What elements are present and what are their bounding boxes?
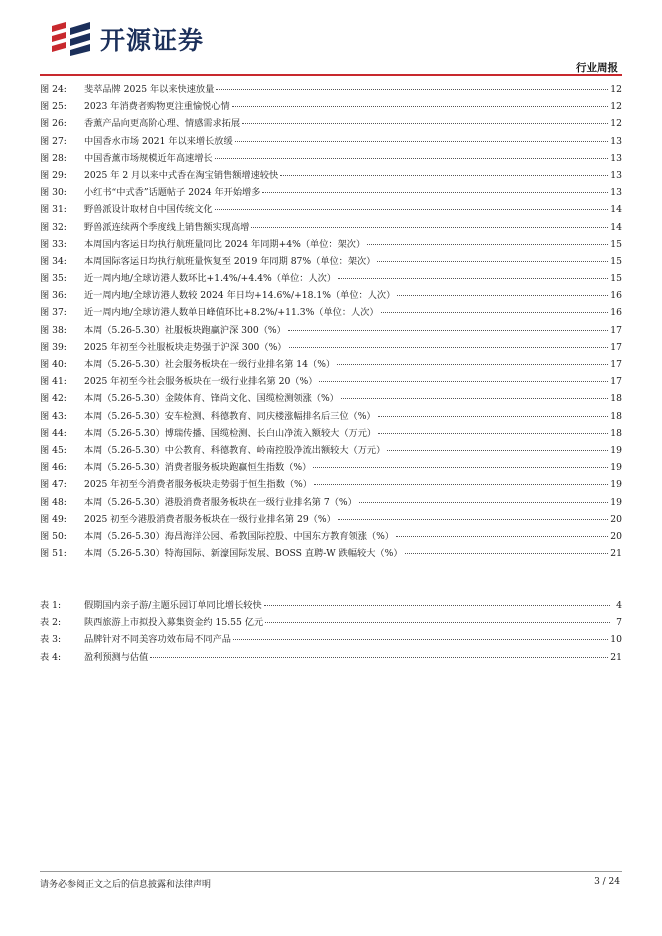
table-toc-entry-page-number: 21 [610,651,622,663]
figure-toc-entry[interactable] [40,425,622,442]
dot-leader [262,192,608,193]
logo-text: 开源证券 [100,26,205,55]
dot-leader [381,312,609,313]
figure-toc-entry-title: 斐萃品牌 2025 年以来快速放量 [84,84,215,95]
figure-toc-entry-number: 图 31: [40,204,67,216]
dot-leader [338,519,609,520]
figure-toc-entry-title: 2025 年初至今社会服务板块在一级行业排名第 20（%） [84,376,318,388]
figure-toc-entry-number: 图 35: [40,273,67,285]
figure-toc-entry-number: 图 47: [40,479,67,491]
dot-leader [216,89,608,90]
figure-toc-entry-title: 中国香薰市场规模近年高速增长 [84,152,213,164]
figure-toc-entry-title: 2025 年初至今消费者服务板块走势弱于恒生指数（%） [84,479,312,491]
figure-toc-entry-page-number: 14 [610,204,622,216]
figure-toc-entry-title: 中国香水市场 2021 年以来增长放缓 [84,135,233,147]
dot-leader [377,261,608,262]
page-indicator: 3 / 24 [594,877,620,887]
figure-toc-entry-number: 图 49: [40,513,67,525]
figure-toc-entry-title: 本周（5.26-5.30）消费者服务板块跑赢恒生指数（%） [84,462,312,474]
figure-toc-entry-title: 本周（5.26-5.30）中公教育、科德教育、岭南控股净流出额较大（万元） [84,444,386,456]
figure-toc-entry[interactable] [40,476,622,493]
dot-leader [359,502,608,503]
figure-toc-entry-title: 本周（5.26-5.30）社会服务板块在一级行业排名第 14（%） [84,359,336,370]
dot-leader [233,639,608,640]
figure-toc-entry[interactable] [40,408,622,425]
figure-toc-entry-number: 图 27: [40,135,67,147]
dot-leader [242,123,608,124]
figure-toc-entry[interactable] [40,459,622,476]
figure-toc-entry-number: 图 34: [40,255,67,267]
table-toc-entry-page-number: 10 [610,634,622,646]
figure-toc-entry-title: 野兽派连续两个季度线上销售额实现高增 [84,221,250,233]
figure-toc-entry[interactable] [40,150,622,167]
figure-toc-entry-page-number: 16 [610,290,622,302]
dot-leader [341,398,608,399]
table-toc-entry-page-number: 4 [616,600,622,611]
figure-toc-entry-number: 图 32: [40,221,67,233]
table-toc-entry[interactable] [40,614,622,631]
figure-toc-entry-page-number: 14 [610,221,622,233]
figure-toc-entry-title: 本周（5.26-5.30）金陵体育、锋尚文化、国缆检测领涨（%） [84,393,339,405]
figure-toc-entry-page-number: 12 [610,84,622,95]
figure-toc-entry-page-number: 13 [610,169,622,181]
dot-leader [367,244,608,245]
figure-toc-entry-number: 图 39: [40,341,67,353]
figure-toc-entry-title: 本周国内客运日均执行航班量同比 2024 年同期+4%（单位：架次） [84,238,366,250]
table-toc-entry-title: 盈利预测与估值 [84,651,149,663]
table-toc-entry[interactable] [40,597,622,614]
figure-toc-entry-number: 图 48: [40,496,67,508]
table-toc-entry[interactable] [40,649,622,666]
figure-toc-entry[interactable] [40,339,622,356]
figure-toc-entry[interactable] [40,373,622,390]
dot-leader [378,433,608,434]
figure-toc-entry[interactable] [40,545,622,562]
figure-toc-entry-number: 图 45: [40,444,67,456]
dot-leader [150,657,608,658]
dot-leader [264,605,610,606]
dot-leader [280,175,608,176]
figure-toc-entry-title: 香薰产品向更高阶心理、情感需求拓展 [84,118,241,130]
figure-toc-entry-title: 本周（5.26-5.30）博瑞传播、国缆检测、长白山净流入额较大（万元） [84,427,377,439]
figure-toc-entry-page-number: 21 [610,548,622,560]
figure-toc-entry[interactable] [40,253,622,270]
table-toc-entry-title: 陕西旅游上市拟投入募集资金约 15.55 亿元 [84,617,264,629]
figure-toc-entry-number: 图 25: [40,101,67,113]
figure-toc-entry-page-number: 18 [610,410,622,422]
figure-toc-entry[interactable] [40,98,622,115]
header-divider [40,74,622,76]
dot-leader [215,209,609,210]
dot-leader [232,106,609,107]
dot-leader [337,364,608,365]
figure-toc-entry-page-number: 20 [610,513,622,525]
dot-leader [387,450,608,451]
figure-toc-entry-number: 图 50: [40,530,67,542]
company-logo [50,22,204,56]
figure-toc-entry-number: 图 51: [40,548,67,560]
figure-toc-entry-page-number: 20 [610,530,622,542]
dot-leader [338,278,608,279]
figure-toc-entry-title: 2025 年 2 月以来中式香在淘宝销售额增速较快 [84,169,279,181]
figure-toc-entry[interactable] [40,494,622,511]
figure-toc-entry-number: 图 29: [40,169,67,181]
figure-toc-entry[interactable] [40,201,622,218]
table-list [40,597,622,666]
figure-toc-entry[interactable] [40,511,622,528]
figure-toc-entry-title: 本周（5.26-5.30）社服板块跑赢沪深 300（%） [84,324,286,336]
figure-toc-entry-page-number: 17 [610,341,622,353]
figure-toc-entry-title: 小红书“中式香”话题帖子 2024 年开始增多 [84,187,261,199]
figure-toc-entry[interactable] [40,115,622,132]
table-toc-entry-page-number: 7 [616,617,622,629]
figure-toc-entry-title: 2023 年消费者购物更注重愉悦心情 [84,101,230,113]
figure-toc-entry[interactable] [40,442,622,459]
dot-leader [319,381,608,382]
figure-toc-entry-page-number: 16 [610,307,622,319]
figure-toc-entry-page-number: 17 [610,324,622,336]
table-toc-entry-number: 表 4: [40,651,62,663]
dot-leader [313,467,608,468]
figure-toc-entry-page-number: 19 [610,444,622,456]
figure-toc-entry-title: 本周（5.26-5.30）港股消费者服务板块在一级行业排名第 7（%） [84,496,357,508]
figure-toc-entry-page-number: 17 [610,376,622,388]
dot-leader [397,295,608,296]
figure-toc-entry-page-number: 18 [610,427,622,439]
figure-toc-entry-title: 2025 初至今港股消费者服务板块在一级行业排名第 29（%） [84,513,336,525]
figure-toc-entry-number: 图 41: [40,376,67,388]
figure-toc-entry-page-number: 19 [610,496,622,508]
figure-toc-entry-number: 图 37: [40,307,67,319]
footer-divider [40,871,622,872]
figure-toc-entry-title: 2025 年初至今社服板块走势强于沪深 300（%） [84,341,287,353]
figure-toc-entry-number: 图 30: [40,187,67,199]
figure-toc-entry-page-number: 19 [610,479,622,491]
figure-toc-entry[interactable] [40,270,622,287]
dot-leader [396,536,608,537]
figure-toc-entry-title: 近一周内地/全球访港人数环比+1.4%/+4.4%（单位：人次） [84,273,337,285]
table-toc-entry-number: 表 3: [40,634,62,646]
figure-toc-entry-number: 图 40: [40,359,67,370]
figure-toc-entry-page-number: 13 [610,152,622,164]
figure-toc-entry-page-number: 18 [610,393,622,405]
figure-toc-entry-title: 野兽派设计取材自中国传统文化 [84,204,213,216]
figure-toc-entry-number: 图 28: [40,152,67,164]
figure-toc-entry-page-number: 19 [610,462,622,474]
figure-toc-entry-title: 本周（5.26-5.30）海昌海洋公园、希教国际控股、中国东方教育领涨（%） [84,530,394,542]
dot-leader [215,158,609,159]
figure-toc-entry-page-number: 13 [610,187,622,199]
figure-toc-entry-number: 图 46: [40,462,67,474]
figure-toc-entry-page-number: 12 [610,118,622,130]
figure-toc-entry[interactable] [40,236,622,253]
figure-toc-entry-number: 图 24: [40,84,67,95]
table-toc-entry-title: 假期国内亲子游/主题乐园订单同比增长较快 [84,600,262,611]
figure-toc-entry[interactable] [40,219,622,236]
footer-disclaimer: 请务必参阅正文之后的信息披露和法律声明 [40,880,212,890]
figure-toc-entry-number: 图 26: [40,118,67,130]
report-type-label: 行业周报 [576,62,618,74]
dot-leader [289,347,609,348]
figure-toc-entry-number: 图 42: [40,393,67,405]
figure-toc-entry[interactable] [40,81,622,98]
figure-toc-entry-title: 近一周内地/全球访港人数单日峰值环比+8.2%/+11.3%（单位：人次） [84,307,379,319]
figure-toc-entry[interactable] [40,167,622,184]
dot-leader [378,416,609,417]
figure-toc-entry[interactable] [40,184,622,201]
table-toc-entry-title: 品牌针对不同美容功效布局不同产品 [84,634,231,646]
table-toc-entry-number: 表 2: [40,617,62,629]
figure-toc-entry-number: 图 36: [40,290,67,302]
dot-leader [288,330,608,331]
dot-leader [314,484,608,485]
figure-toc-entry[interactable] [40,322,622,339]
figure-toc-entry-title: 本周（5.26-5.30）特海国际、新濠国际发展、BOSS 直聘-W 跌幅较大（%） [84,548,403,560]
figure-toc-entry[interactable] [40,133,622,150]
dot-leader [405,553,609,554]
figure-toc-entry-page-number: 15 [610,255,622,267]
figure-toc-entry[interactable] [40,304,622,321]
figure-toc-entry-page-number: 17 [610,359,622,370]
figure-toc-entry-page-number: 13 [610,135,622,147]
table-toc-entry-number: 表 1: [40,600,62,611]
figure-toc-entry[interactable] [40,528,622,545]
figure-toc-entry[interactable] [40,287,622,304]
logo-mark-icon [50,22,92,56]
figure-toc-entry-number: 图 38: [40,324,67,336]
figure-toc-entry-page-number: 12 [610,101,622,113]
dot-leader [265,622,610,623]
figure-toc-entry-number: 图 44: [40,427,67,439]
figure-toc-entry-page-number: 15 [610,238,622,250]
figure-toc-entry-number: 图 33: [40,238,67,250]
figure-list [40,81,622,562]
dot-leader [251,227,608,228]
figure-toc-entry-title: 本周（5.26-5.30）安车检测、科德教育、同庆楼涨幅排名后三位（%） [84,410,376,422]
figure-toc-entry-number: 图 43: [40,410,67,422]
dot-leader [235,141,609,142]
figure-toc-entry[interactable] [40,356,622,373]
figure-toc-entry[interactable] [40,390,622,407]
figure-toc-entry-title: 近一周内地/全球访港人数较 2024 年日均+14.6%/+18.1%（单位：人次） [84,290,396,302]
figure-toc-entry-page-number: 15 [610,273,622,285]
figure-toc-entry-title: 本周国际客运日均执行航班量恢复至 2019 年同期 87%（单位：架次） [84,255,376,267]
table-toc-entry[interactable] [40,631,622,648]
